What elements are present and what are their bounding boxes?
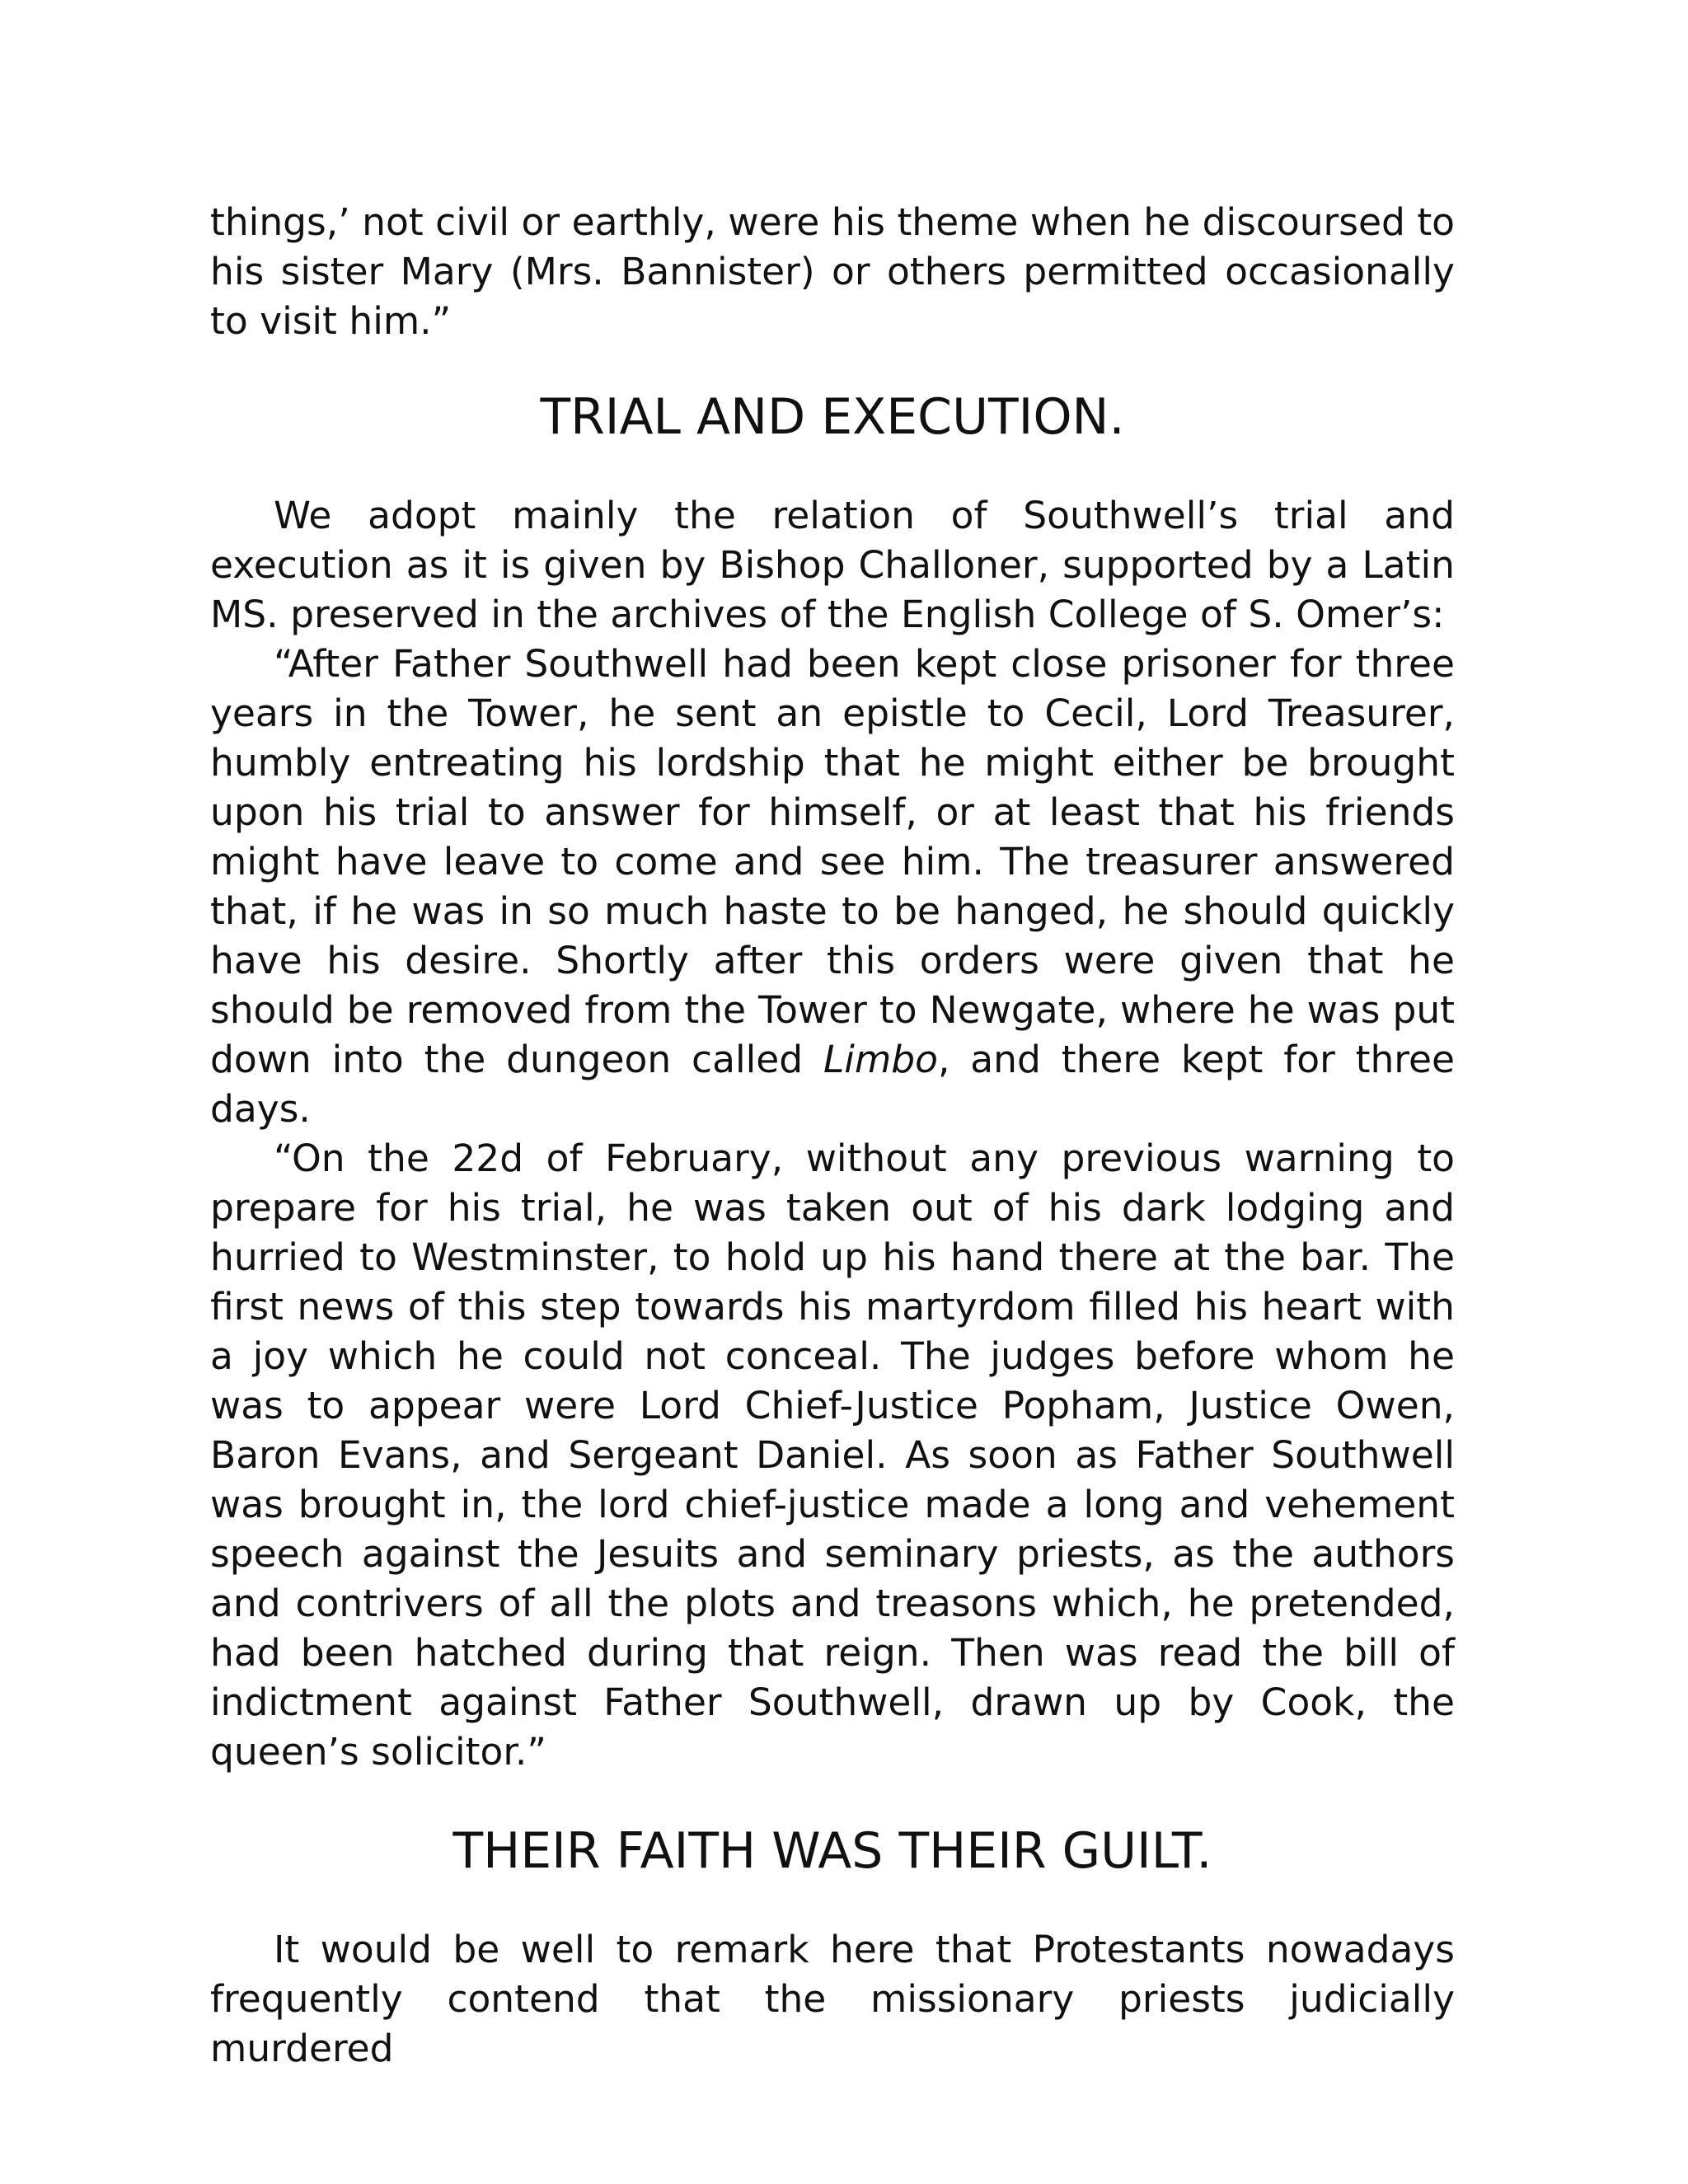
opening-paragraph: things,’ not civil or earthly, were his theme when he discoursed to his sister Mary (Mrs. Bannister) or others permitted occasionally to visit him.” <box>210 200 1455 343</box>
paragraph-tower-text: “After Father Southwell had been kept close prisoner for three years in the Tower, he sent an epistle to Cecil, Lord Treasurer, humbly entreating his lordship that he might either be brought upon his trial to answer for himself, or at least that his friends might have leave to come and see him. The treasurer answered that, if he was in so much haste to be hanged, he should quickly have his desire. Shortly after this orders were given that he should be removed from the Tower to Newgate, where he was put down into the dungeon called <box>210 642 1455 1081</box>
paragraph-tower-end: , and there kept for three days. <box>210 1038 1455 1131</box>
paragraph-february: “On the 22d of February, without any previous warning to prepare for his trial, he was taken out of his dark lodging and hurried to Westminster, to hold up his hand there at the bar. The first news of this step towards his martyrdom filled his heart with a joy which he could not conceal. The judges before whom he was to appear were Lord Chief-Justice Popham, Justice Owen, Baron Evans, and Sergeant Daniel. As soon as Father Southwell was brought in, the lord chief-justice made a long and vehement speech against the Jesuits and seminary priests, as the authors and contrivers of all the plots and treasons which, he pretended, had been hatched during that reign. Then was read the bill of indictment against Father Southwell, drawn up by Cook, the queen’s solicitor.” <box>210 1137 1455 1774</box>
heading-their-faith: THEIR FAITH WAS THEIR GUILT. <box>452 1822 1212 1880</box>
limbo-italic: Limbo <box>823 1038 938 1081</box>
paragraph-protestants: It would be well to remark here that Protestants nowadays frequently contend that the missionary priests judicially murdered <box>210 1928 1455 2070</box>
paragraph-adopt: We adopt mainly the relation of Southwell’s trial and execution as it is given by Bishop Challoner, supported by a Latin MS. preserved in the archives of the English College of S. Omer’s: <box>210 494 1455 636</box>
paragraph-tower <box>210 640 1455 1134</box>
heading-trial-and-execution: TRIAL AND EXECUTION. <box>540 388 1125 446</box>
page-body <box>210 198 1455 2074</box>
